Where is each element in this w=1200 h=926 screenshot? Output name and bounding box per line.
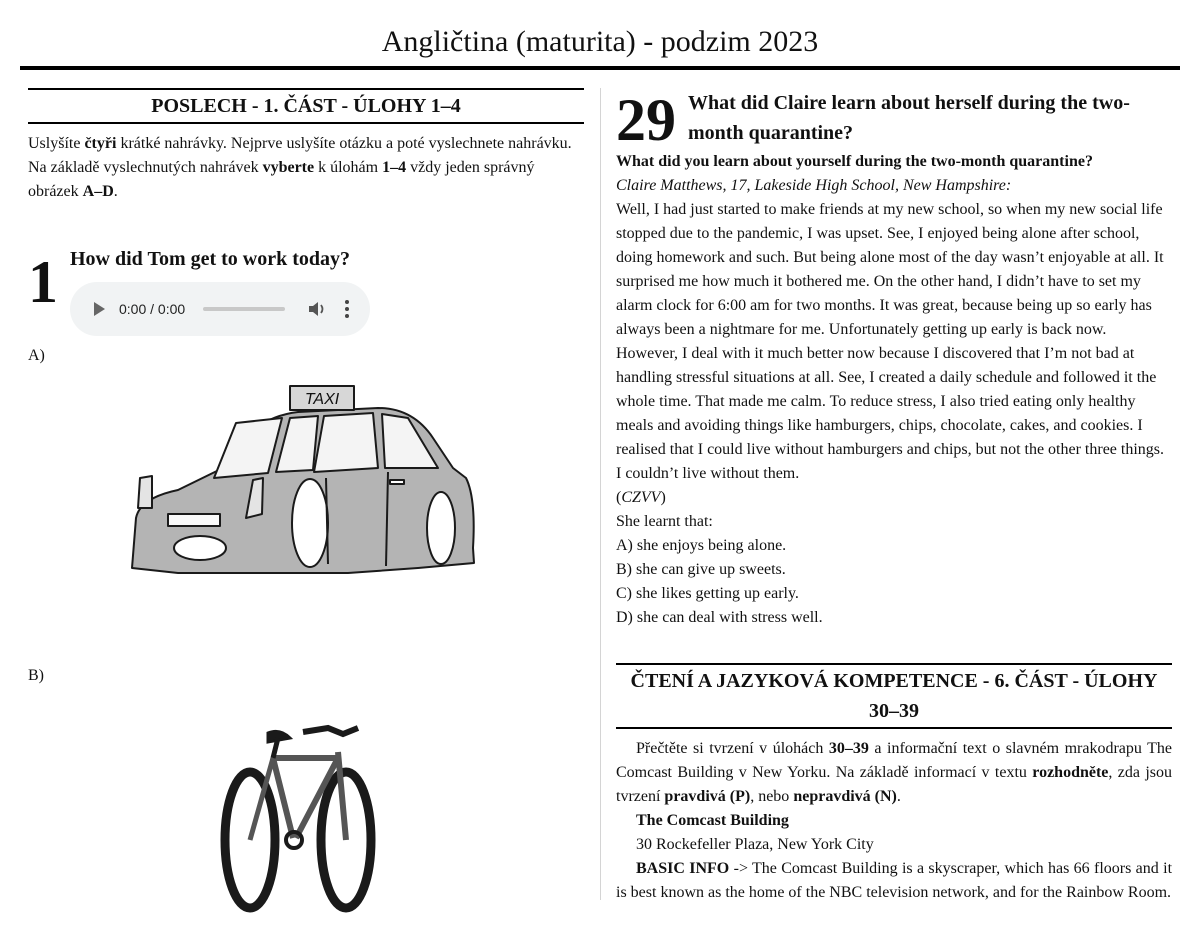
question-29 [616,87,1172,153]
reading-column [616,88,1172,905]
question-body [70,249,370,336]
text-run: Přečtěte si tvrzení v úlohách [636,740,829,757]
text-run: . [896,788,901,805]
volume-icon[interactable] [307,299,327,319]
text-run: krátké nahrávky. Nejprve uslyšíte otázku a poté vyslechnete nahrávku. Na základě vyslechnutých nahrávek [28,135,572,176]
text-run: rozhodněte [1032,764,1109,781]
text-run: vyberte [262,159,315,176]
byline: Claire Matthews, 17, Lakeside High School, New Hampshire: [616,177,1012,194]
question-number: 29 [616,87,676,153]
column-divider [600,88,601,900]
taxi-sign-text: TAXI [304,391,340,408]
audio-time: 0:00 / 0:00 [119,301,186,317]
listening-instructions [28,132,584,204]
text-run: čtyři [84,135,117,152]
text-run: vždy jeden správný obrázek [28,159,535,200]
question-stem: She learnt that: [616,513,713,530]
answer-option-c[interactable]: C) she likes getting up early. [616,585,799,602]
source-abbreviation: CZVV [621,489,661,506]
text-run: . [113,183,118,200]
question-1 [28,249,584,336]
article-address: 30 Rockefeller Plaza, New York City [636,836,874,853]
text-run: pravdivá (P) [664,788,751,805]
text-run: A–D [82,183,114,200]
text-run: , nebo [750,788,794,805]
audio-progress-slider[interactable] [203,307,285,311]
answer-option-d[interactable]: D) she can deal with stress well. [616,609,823,626]
reading-instructions [616,737,1172,809]
source-note: (CZVV) [616,489,666,506]
answer-option-a[interactable]: A) she enjoys being alone. [616,537,787,554]
option-a-picture[interactable] [28,368,584,664]
play-icon[interactable] [94,302,105,316]
listening-column [28,88,584,918]
text-run: 30–39 [828,740,869,757]
audio-player[interactable] [70,282,370,336]
prompt-question: What did you learn about yourself during the two-month quarantine? [616,153,1093,170]
more-options-icon[interactable] [345,300,349,318]
article-title: The Comcast Building [636,812,789,829]
question-text: What did Claire learn about herself during the two-month quarantine? [688,92,1130,144]
question-text: How did Tom get to work today? [70,248,351,270]
basic-info-paragraph [616,857,1172,905]
bicycle-picture [28,688,584,918]
basic-info-label: BASIC INFO [636,860,730,877]
option-b-picture[interactable] [28,688,584,918]
listening-section-title: POSLECH - 1. ČÁST - ÚLOHY 1–4 [28,88,584,124]
taxi-car-picture [28,368,584,664]
text-run: Uslyšíte [28,135,85,152]
text-run: k úlohám [314,159,383,176]
question-number: 1 [28,249,58,315]
answer-option-b[interactable]: B) she can give up sweets. [616,561,786,578]
text-run: nepravdivá (N) [793,788,897,805]
option-b-label: B) [28,667,44,684]
text-run: 1–4 [382,159,407,176]
passage-text: Well, I had just started to make friends at my new school, so when my new social life stopped due to the pandemic, I was upset. See, I enjoyed being alone after school, doing homework and such. But being alone most of the day wasn’t enjoyable at all. It surprised me how much it bothered me. On the other hand, I didn’t have to set my alarm clock for 6:00 am for two months. It was great, because being up so early has always been a nightmare for me. Unfortunately getting up early is back now. However, I deal with it much better now because I discovered that I’m not bad at handling stressful situations at all. See, I created a daily schedule and followed it the whole time. That made me calm. To reduce stress, I also tried eating only healthy meals and avoiding things like hamburgers, chips, chocolate, cakes, and cookies. I realised that I could live without hamburgers and chips, but not the other three things. I couldn’t live without them. [616,201,1165,482]
text-run: a informační text o slavném mrakodrapu The Comcast Building v New Yorku. Na základě informací v textu [616,740,1173,781]
option-a-label: A) [28,347,45,364]
reading-section-title: ČTENÍ A JAZYKOVÁ KOMPETENCE - 6. ČÁST - ÚLOHY 30–39 [616,663,1172,729]
text-run: , zda jsou tvrzení [616,764,1173,805]
page-title: Angličtina (maturita) - podzim 2023 [20,22,1180,70]
basic-info-text: -> The Comcast Building is a skyscraper, which has 66 floors and it is best known as the home of the NBC television network, and for the Rainbow Room. [616,860,1173,901]
